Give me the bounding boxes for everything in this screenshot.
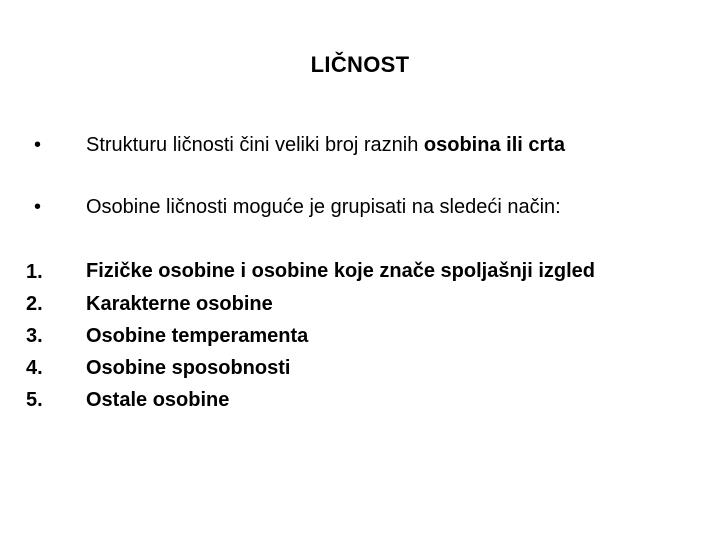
- list-number: 1.: [26, 261, 43, 283]
- list-number: 5.: [26, 389, 43, 411]
- list-item-text: Osobine temperamenta: [86, 325, 309, 347]
- bullet-icon: •: [34, 196, 42, 218]
- list-item-text: Karakterne osobine: [86, 293, 273, 315]
- list-item: [26, 320, 676, 352]
- bullet-text: [86, 195, 684, 219]
- list-item: [26, 384, 676, 416]
- list-item-text: Osobine sposobnosti: [86, 357, 291, 379]
- numbered-list: [26, 256, 676, 416]
- list-number: 3.: [26, 325, 43, 347]
- bullet-text-bold: osobina ili crta: [423, 134, 566, 156]
- bullet-item: [34, 195, 684, 219]
- bullet-text: [86, 133, 684, 157]
- bullet-text-normal: Osobine ličnosti moguće je grupisati na sledeći način:: [86, 196, 561, 218]
- list-number: 2.: [26, 293, 43, 315]
- bullet-text-normal: Strukturu ličnosti čini veliki broj raznih: [86, 134, 424, 156]
- list-number: 4.: [26, 357, 43, 379]
- list-item-text: Ostale osobine: [86, 389, 230, 411]
- slide-title: LIČNOST: [310, 52, 410, 77]
- list-item: [26, 288, 676, 320]
- list-item-text: Fizičke osobine i osobine koje znače spoljašnji izgled: [86, 260, 596, 282]
- bullet-item: [34, 133, 684, 157]
- bullet-icon: •: [34, 134, 42, 156]
- list-item: [26, 256, 676, 288]
- list-item: [26, 352, 676, 384]
